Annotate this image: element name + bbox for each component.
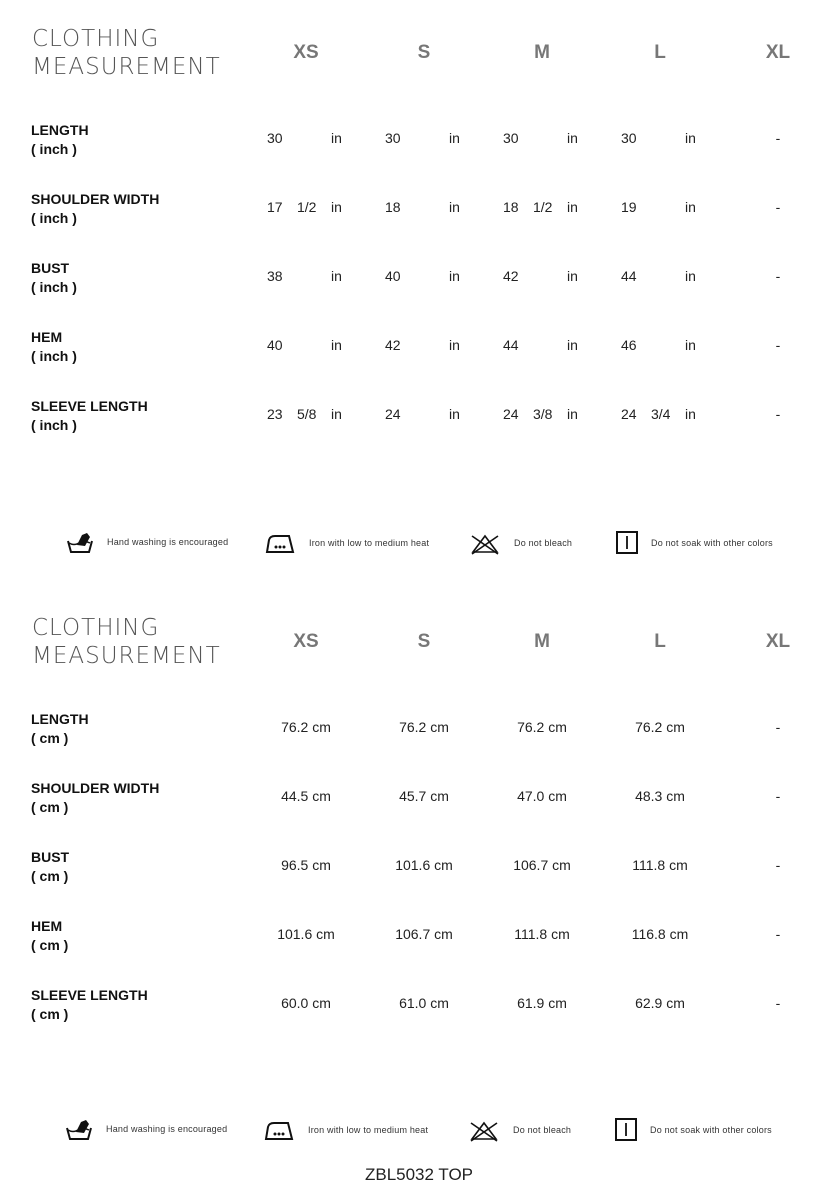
measurement-title-cm bbox=[32, 614, 221, 670]
cell-xl: - bbox=[775, 406, 781, 422]
no-bleach-icon bbox=[469, 1119, 499, 1143]
cell-unit: in bbox=[449, 268, 460, 284]
row-unit-label: ( cm ) bbox=[31, 937, 69, 953]
cell-value: 40 bbox=[267, 337, 283, 353]
cell-value: 18 bbox=[503, 199, 519, 215]
cell-xl: - bbox=[775, 926, 781, 942]
cell-value: 46 bbox=[621, 337, 637, 353]
size-header-m: M bbox=[534, 42, 550, 63]
cell-unit: in bbox=[567, 130, 578, 146]
no-soak-icon bbox=[611, 1118, 641, 1142]
row-unit-label: ( inch ) bbox=[31, 348, 77, 364]
title-line-1: CLOTHING bbox=[32, 615, 160, 641]
cell-xl: - bbox=[775, 268, 781, 284]
cell-unit: in bbox=[331, 406, 342, 422]
cell-value: 96.5 cm bbox=[281, 857, 331, 873]
iron-icon bbox=[264, 1119, 294, 1143]
cell-value: 30 bbox=[385, 130, 401, 146]
cell-value: 111.8 cm bbox=[632, 857, 688, 873]
cell-value: 45.7 cm bbox=[399, 788, 449, 804]
row-label: SHOULDER WIDTH bbox=[31, 780, 160, 796]
cell-value: 60.0 cm bbox=[281, 995, 331, 1011]
cell-value: 44 bbox=[621, 268, 637, 284]
size-header-xl: XL bbox=[765, 631, 791, 652]
no-soak-icon bbox=[612, 531, 642, 555]
row-unit-label: ( cm ) bbox=[31, 1006, 69, 1022]
cell-value: 111.8 cm bbox=[514, 926, 570, 942]
cell-fraction: 1/2 bbox=[297, 199, 317, 215]
cell-value: 76.2 cm bbox=[517, 719, 567, 735]
cell-unit: in bbox=[449, 337, 460, 353]
cell-value: 40 bbox=[385, 268, 401, 284]
cell-value: 30 bbox=[621, 130, 637, 146]
cell-value: 44.5 cm bbox=[281, 788, 331, 804]
size-header-xs: XS bbox=[293, 42, 319, 63]
row-label: SHOULDER WIDTH bbox=[31, 191, 160, 207]
cell-value: 101.6 cm bbox=[395, 857, 453, 873]
row-label: SLEEVE LENGTH bbox=[31, 987, 148, 1003]
cell-xl: - bbox=[775, 788, 781, 804]
row-unit-label: ( cm ) bbox=[31, 799, 69, 815]
cell-value: 101.6 cm bbox=[277, 926, 335, 942]
cell-xl: - bbox=[775, 130, 781, 146]
cell-fraction: 3/4 bbox=[651, 406, 671, 422]
hand-wash-icon bbox=[65, 1118, 95, 1142]
cell-value: 24 bbox=[385, 406, 401, 422]
row-label: LENGTH bbox=[31, 711, 89, 727]
row-label: LENGTH bbox=[31, 122, 89, 138]
care-text-hand-wash: Hand washing is encouraged bbox=[107, 537, 229, 547]
care-text-no-soak: Do not soak with other colors bbox=[651, 538, 773, 548]
cell-fraction: 3/8 bbox=[533, 406, 553, 422]
cell-unit: in bbox=[449, 199, 460, 215]
title-line-2: MEASUREMENT bbox=[32, 643, 221, 669]
cell-unit: in bbox=[567, 337, 578, 353]
cell-unit: in bbox=[567, 199, 578, 215]
cell-value: 30 bbox=[267, 130, 283, 146]
row-label: SLEEVE LENGTH bbox=[31, 398, 148, 414]
cell-unit: in bbox=[685, 199, 696, 215]
row-label: HEM bbox=[31, 918, 63, 934]
cell-value: 76.2 cm bbox=[399, 719, 449, 735]
size-header-s: S bbox=[417, 42, 431, 63]
measurement-title-inch bbox=[32, 25, 221, 81]
cell-value: 106.7 cm bbox=[513, 857, 571, 873]
cell-unit: in bbox=[449, 406, 460, 422]
cell-value: 61.0 cm bbox=[399, 995, 449, 1011]
cell-value: 47.0 cm bbox=[517, 788, 567, 804]
row-unit-label: ( inch ) bbox=[31, 210, 77, 226]
care-text-hand-wash: Hand washing is encouraged bbox=[106, 1124, 228, 1134]
cell-unit: in bbox=[331, 130, 342, 146]
cell-value: 42 bbox=[385, 337, 401, 353]
cell-unit: in bbox=[567, 406, 578, 422]
cell-value: 76.2 cm bbox=[635, 719, 685, 735]
cell-value: 42 bbox=[503, 268, 519, 284]
title-line-1: CLOTHING bbox=[32, 26, 160, 52]
cell-unit: in bbox=[331, 199, 342, 215]
cell-value: 30 bbox=[503, 130, 519, 146]
cell-xl: - bbox=[775, 199, 781, 215]
cell-value: 18 bbox=[385, 199, 401, 215]
care-text-no-bleach: Do not bleach bbox=[514, 538, 573, 548]
row-label: HEM bbox=[31, 329, 63, 345]
cell-fraction: 1/2 bbox=[533, 199, 553, 215]
cell-value: 44 bbox=[503, 337, 519, 353]
size-header-xs: XS bbox=[293, 631, 319, 652]
size-header-m: M bbox=[534, 631, 550, 652]
cell-value: 19 bbox=[621, 199, 637, 215]
cell-unit: in bbox=[685, 337, 696, 353]
cell-fraction: 5/8 bbox=[297, 406, 317, 422]
cell-value: 17 bbox=[267, 199, 283, 215]
cell-value: 61.9 cm bbox=[517, 995, 567, 1011]
product-code: ZBL5032 TOP bbox=[364, 1165, 474, 1184]
cell-value: 116.8 cm bbox=[631, 926, 689, 942]
no-bleach-icon bbox=[470, 532, 500, 556]
cell-xl: - bbox=[775, 337, 781, 353]
size-header-s: S bbox=[417, 631, 431, 652]
cell-unit: in bbox=[685, 406, 696, 422]
row-label: BUST bbox=[31, 849, 70, 865]
row-unit-label: ( cm ) bbox=[31, 868, 69, 884]
cell-value: 38 bbox=[267, 268, 283, 284]
cell-unit: in bbox=[567, 268, 578, 284]
cell-unit: in bbox=[685, 268, 696, 284]
cell-unit: in bbox=[331, 337, 342, 353]
cell-value: 62.9 cm bbox=[635, 995, 685, 1011]
care-text-no-soak: Do not soak with other colors bbox=[650, 1125, 772, 1135]
cell-xl: - bbox=[775, 995, 781, 1011]
cell-unit: in bbox=[331, 268, 342, 284]
cell-value: 23 bbox=[267, 406, 283, 422]
row-unit-label: ( inch ) bbox=[31, 417, 77, 433]
care-text-no-bleach: Do not bleach bbox=[513, 1125, 572, 1135]
cell-value: 24 bbox=[621, 406, 637, 422]
title-line-2: MEASUREMENT bbox=[32, 54, 221, 80]
cell-xl: - bbox=[775, 719, 781, 735]
size-header-l: L bbox=[654, 42, 666, 63]
cell-value: 76.2 cm bbox=[281, 719, 331, 735]
cell-unit: in bbox=[449, 130, 460, 146]
iron-icon bbox=[265, 532, 295, 556]
care-text-iron: Iron with low to medium heat bbox=[308, 1125, 429, 1135]
size-header-xl: XL bbox=[765, 42, 791, 63]
size-header-l: L bbox=[654, 631, 666, 652]
care-text-iron: Iron with low to medium heat bbox=[309, 538, 430, 548]
cell-value: 106.7 cm bbox=[395, 926, 453, 942]
cell-unit: in bbox=[685, 130, 696, 146]
row-unit-label: ( cm ) bbox=[31, 730, 69, 746]
row-unit-label: ( inch ) bbox=[31, 279, 77, 295]
cell-xl: - bbox=[775, 857, 781, 873]
cell-value: 48.3 cm bbox=[635, 788, 685, 804]
cell-value: 24 bbox=[503, 406, 519, 422]
row-label: BUST bbox=[31, 260, 70, 276]
hand-wash-icon bbox=[66, 531, 96, 555]
row-unit-label: ( inch ) bbox=[31, 141, 77, 157]
